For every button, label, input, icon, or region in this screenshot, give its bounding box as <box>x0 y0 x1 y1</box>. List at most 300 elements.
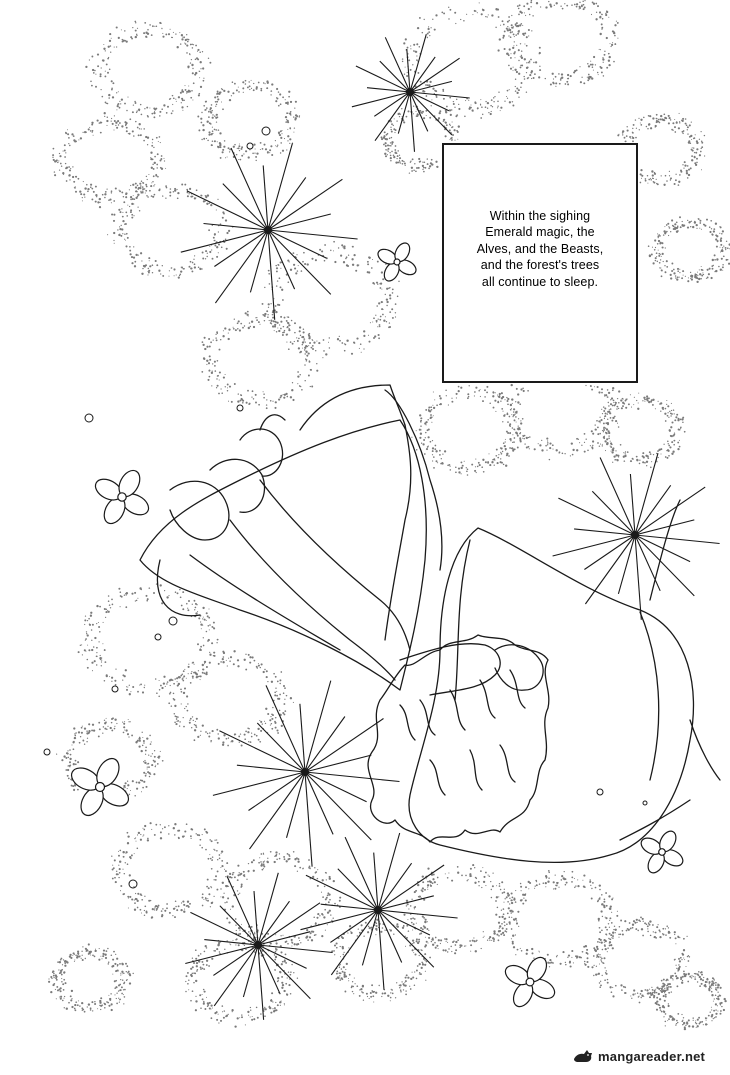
stipple-dot <box>315 871 317 873</box>
stipple-dot <box>630 394 631 395</box>
stipple-dot <box>591 430 593 432</box>
stipple-dot <box>316 363 317 364</box>
stipple-dot <box>222 1011 223 1012</box>
stipple-dot <box>317 885 319 887</box>
stipple-dot <box>626 135 628 137</box>
stipple-dot <box>592 448 594 450</box>
stipple-dot <box>224 1010 225 1011</box>
stipple-dot <box>493 407 495 409</box>
stipple-dot <box>222 149 224 151</box>
stipple-dot <box>324 244 326 246</box>
stipple-dot <box>574 4 576 6</box>
stipple-dot <box>455 23 456 24</box>
stipple-dot <box>242 87 244 89</box>
stipple-dot <box>528 35 529 36</box>
stipple-dot <box>534 448 536 450</box>
stipple-dot <box>503 913 505 915</box>
stipple-dot <box>442 89 444 91</box>
stipple-dot <box>198 94 200 96</box>
stipple-dot <box>202 664 204 666</box>
stipple-dot <box>502 421 503 422</box>
stipple-dot <box>206 364 207 365</box>
stipple-dot <box>335 978 337 980</box>
stipple-dot <box>435 161 437 163</box>
stipple-dot <box>670 274 672 276</box>
stipple-dot <box>260 721 262 723</box>
stipple-dot <box>295 114 297 116</box>
stipple-dot <box>140 192 142 194</box>
stipple-dot <box>160 685 162 687</box>
stipple-dot <box>498 922 500 924</box>
stipple-dot <box>204 109 206 111</box>
stipple-dot <box>210 123 212 125</box>
stipple-dot <box>234 1025 236 1027</box>
stipple-dot <box>491 461 493 463</box>
stipple-dot <box>209 109 211 111</box>
stipple-dot <box>260 1013 262 1015</box>
stipple-dot <box>658 401 659 402</box>
stipple-dot <box>502 37 504 39</box>
stipple-dot <box>455 944 457 946</box>
stipple-dot <box>589 881 591 883</box>
stipple-dot <box>212 730 214 732</box>
stipple-dot <box>249 403 251 405</box>
stipple-dot <box>347 932 348 933</box>
stipple-dot <box>159 115 161 117</box>
stipple-dot <box>650 178 651 179</box>
stipple-dot <box>317 878 318 879</box>
stipple-dot <box>153 185 154 186</box>
stipple-dot <box>611 898 613 900</box>
stipple-dot <box>204 951 206 953</box>
stipple-dot <box>218 942 220 944</box>
stipple-dot <box>668 417 669 418</box>
stipple-dot <box>484 936 485 937</box>
stipple-dot <box>481 948 482 949</box>
stipple-dot <box>274 861 276 863</box>
stipple-dot <box>267 713 269 715</box>
stipple-dot <box>413 113 414 114</box>
stipple-dot <box>174 275 175 276</box>
stipple-dot <box>628 403 630 405</box>
stipple-dot <box>487 16 488 17</box>
stipple-dot <box>704 135 705 136</box>
stipple-dot <box>649 451 651 453</box>
stipple-dot <box>297 376 299 378</box>
stipple-dot <box>208 338 210 340</box>
stipple-dot <box>353 993 354 994</box>
stipple-dot <box>216 121 217 122</box>
stipple-dot <box>274 1007 276 1009</box>
stipple-dot <box>127 832 129 834</box>
stipple-dot <box>581 5 583 7</box>
stipple-dot <box>260 861 262 863</box>
stipple-dot <box>312 348 314 350</box>
stipple-dot <box>528 8 530 10</box>
stipple-dot <box>217 944 219 946</box>
stipple-dot <box>111 213 113 215</box>
stipple-dot <box>617 22 619 24</box>
stipple-dot <box>368 926 370 928</box>
stipple-dot <box>203 989 205 991</box>
stipple-dot <box>419 437 421 439</box>
stipple-dot <box>413 923 415 925</box>
stipple-dot <box>519 11 521 13</box>
stipple-dot <box>622 132 624 134</box>
stipple-dot <box>213 237 215 239</box>
stipple-dot <box>69 761 71 763</box>
stipple-dot <box>154 156 156 158</box>
stipple-dot <box>210 740 212 742</box>
stipple-dot <box>286 695 288 697</box>
stipple-dot <box>685 118 687 120</box>
stipple-dot <box>603 429 605 431</box>
stipple-dot <box>641 178 642 179</box>
stipple-dot <box>622 405 624 407</box>
stipple-dot <box>137 893 139 895</box>
stipple-dot <box>225 870 227 872</box>
stipple-dot <box>149 190 151 192</box>
stipple-dot <box>600 67 602 69</box>
stipple-dot <box>272 1008 273 1009</box>
stipple-dot <box>547 962 549 964</box>
stipple-dot <box>279 679 281 681</box>
stipple-dot <box>297 340 299 342</box>
stipple-dot <box>130 857 132 859</box>
stipple-dot <box>603 422 605 424</box>
stipple-dot <box>342 946 344 948</box>
stipple-dot <box>287 943 289 945</box>
stipple-dot <box>209 355 211 357</box>
stipple-dot <box>224 327 226 329</box>
stipple-dot <box>95 74 96 75</box>
stipple-dot <box>225 876 226 877</box>
stipple-dot <box>125 193 127 195</box>
stipple-dot <box>248 654 250 656</box>
stipple-dot <box>470 104 471 105</box>
stipple-dot <box>350 931 351 932</box>
stipple-dot <box>499 393 501 395</box>
stipple-dot <box>204 337 206 339</box>
stipple-dot <box>180 274 182 276</box>
stipple-dot <box>85 615 86 616</box>
stipple-dot <box>272 707 273 708</box>
stipple-dot <box>670 415 671 416</box>
stipple-dot <box>174 834 176 836</box>
stipple-dot <box>520 86 522 88</box>
stipple-dot <box>656 118 657 119</box>
stipple-dot <box>363 335 365 337</box>
stipple-dot <box>452 138 453 139</box>
stipple-dot <box>172 915 173 916</box>
stipple-dot <box>445 949 447 951</box>
stipple-dot <box>419 895 421 897</box>
stipple-dot <box>254 660 256 662</box>
stipple-dot <box>226 1015 228 1017</box>
stipple-dot <box>642 918 644 920</box>
stipple-dot <box>388 151 389 152</box>
stipple-dot <box>491 940 492 941</box>
stipple-dot <box>223 330 224 331</box>
stipple-dot <box>119 872 121 874</box>
stipple-dot <box>640 993 642 995</box>
stipple-dot <box>82 654 83 655</box>
stipple-dot <box>414 953 416 955</box>
stipple-dot <box>255 937 256 938</box>
stipple-dot <box>521 890 522 891</box>
stipple-dot <box>403 989 404 990</box>
stipple-dot <box>188 39 190 41</box>
stipple-dot <box>145 190 147 192</box>
stipple-dot <box>208 608 209 609</box>
stipple-dot <box>520 420 521 421</box>
stipple-dot <box>428 410 430 412</box>
stipple-dot <box>263 868 264 869</box>
stipple-dot <box>195 724 197 726</box>
stipple-dot <box>53 148 55 150</box>
stipple-dot <box>287 120 289 122</box>
stipple-dot <box>404 982 405 983</box>
stipple-dot <box>151 195 153 197</box>
stipple-dot <box>126 594 127 595</box>
stipple-dot <box>161 915 163 917</box>
stipple-dot <box>124 873 125 874</box>
stipple-dot <box>152 908 154 910</box>
stipple-dot <box>252 1016 253 1017</box>
stipple-dot <box>679 216 681 218</box>
stipple-dot <box>216 729 218 731</box>
stipple-dot <box>344 991 346 993</box>
stipple-dot <box>522 388 524 390</box>
stipple-dot <box>351 932 352 933</box>
stipple-dot <box>679 272 680 273</box>
stipple-dot <box>308 375 310 377</box>
stipple-dot <box>412 64 413 65</box>
stipple-dot <box>205 831 207 833</box>
stipple-dot <box>237 879 239 881</box>
stipple-dot <box>657 451 658 452</box>
stipple-dot <box>435 14 437 16</box>
stipple-dot <box>582 880 583 881</box>
stipple-dot <box>638 393 639 394</box>
stipple-dot <box>340 255 342 257</box>
stipple-dot <box>448 872 449 873</box>
stipple-dot <box>293 972 294 973</box>
stipple-dot <box>133 135 135 137</box>
stipple-dot <box>136 600 138 602</box>
stipple-dot <box>77 178 79 180</box>
stipple-dot <box>68 137 70 139</box>
stipple-dot <box>115 125 116 126</box>
stipple-dot <box>416 115 418 117</box>
stipple-dot <box>218 663 220 665</box>
stipple-dot <box>253 83 254 84</box>
stipple-dot <box>219 349 221 351</box>
stipple-dot <box>346 963 348 965</box>
stipple-dot <box>192 262 194 264</box>
stipple-dot <box>428 429 430 431</box>
stipple-dot <box>716 235 718 237</box>
stipple-dot <box>611 420 613 422</box>
stipple-dot <box>149 735 151 737</box>
stipple-dot <box>499 38 501 40</box>
stipple-dot <box>405 980 407 982</box>
stipple-dot <box>156 137 158 139</box>
stipple-dot <box>84 196 85 197</box>
stipple-dot <box>658 250 659 251</box>
stipple-dot <box>203 617 204 618</box>
stipple-dot <box>605 413 607 415</box>
stipple-dot <box>487 102 489 104</box>
stipple-dot <box>227 156 228 157</box>
stipple-dot <box>606 905 608 907</box>
stipple-dot <box>131 734 133 736</box>
stipple-dot <box>303 252 305 254</box>
stipple-dot <box>128 907 129 908</box>
stipple-dot <box>449 124 450 125</box>
stipple-dot <box>275 956 277 958</box>
stipple-dot <box>326 879 327 880</box>
stipple-dot <box>203 964 205 966</box>
stipple-dot <box>191 64 193 66</box>
stipple-dot <box>494 96 495 97</box>
stipple-dot <box>210 858 212 860</box>
stipple-dot <box>205 849 207 851</box>
stipple-dot <box>712 234 714 236</box>
stipple-dot <box>79 742 81 744</box>
stipple-dot <box>130 209 132 211</box>
stipple-dot <box>298 265 299 266</box>
stipple-dot <box>611 451 612 452</box>
stipple-dot <box>121 228 123 230</box>
stipple-dot <box>210 1004 212 1006</box>
stipple-dot <box>204 663 205 664</box>
stipple-dot <box>671 403 672 404</box>
stipple-dot <box>226 862 228 864</box>
stipple-dot <box>296 337 297 338</box>
stipple-dot <box>137 185 139 187</box>
stipple-dot <box>280 142 282 144</box>
stipple-dot <box>137 28 138 29</box>
stipple-dot <box>144 108 145 109</box>
stipple-dot <box>441 462 443 464</box>
stipple-dot <box>570 75 572 77</box>
stipple-dot <box>232 81 234 83</box>
stipple-dot <box>54 171 55 172</box>
stipple-dot <box>174 722 176 724</box>
stipple-dot <box>609 411 611 413</box>
stipple-dot <box>437 884 438 885</box>
stipple-dot <box>197 49 199 51</box>
stipple-dot <box>112 868 114 870</box>
stipple-dot <box>334 944 336 946</box>
stipple-dot <box>71 744 72 745</box>
stipple-dot <box>481 106 483 108</box>
stipple-dot <box>226 248 228 250</box>
stipple-dot <box>401 108 402 109</box>
stipple-dot <box>211 958 213 960</box>
stipple-dot <box>659 122 661 124</box>
stipple-dot <box>426 448 428 450</box>
stipple-dot <box>205 258 206 259</box>
stipple-dot <box>474 882 476 884</box>
stipple-dot <box>538 443 539 444</box>
stipple-dot <box>426 941 428 943</box>
stipple-dot <box>640 119 642 121</box>
stipple-dot <box>433 467 435 469</box>
stipple-dot <box>553 881 555 883</box>
stipple-dot <box>671 991 672 992</box>
stipple-dot <box>132 184 134 186</box>
stipple-dot <box>250 933 251 934</box>
stipple-dot <box>475 950 477 952</box>
stipple-dot <box>593 56 595 58</box>
stipple-dot <box>154 909 155 910</box>
stipple-dot <box>107 610 108 611</box>
stipple-dot <box>378 302 380 304</box>
stipple-dot <box>168 33 170 35</box>
stipple-dot <box>595 887 597 889</box>
stipple-dot <box>211 642 213 644</box>
stipple-dot <box>247 390 249 392</box>
stipple-dot <box>111 681 112 682</box>
stipple-dot <box>269 152 270 153</box>
stipple-dot <box>529 436 531 438</box>
stipple-dot <box>439 112 441 114</box>
stipple-dot <box>667 405 669 407</box>
stipple-dot <box>143 761 144 762</box>
stipple-dot <box>438 939 440 941</box>
stipple-dot <box>144 825 146 827</box>
stipple-dot <box>509 903 510 904</box>
stipple-dot <box>191 270 193 272</box>
stipple-dot <box>372 322 373 323</box>
stipple-dot <box>220 388 221 389</box>
stipple-dot <box>206 620 207 621</box>
stipple-dot <box>200 646 202 648</box>
stipple-dot <box>647 128 648 129</box>
stipple-dot <box>535 886 536 887</box>
stipple-dot <box>93 72 95 74</box>
stipple-dot <box>625 453 626 454</box>
stipple-dot <box>241 155 243 157</box>
stipple-dot <box>155 824 157 826</box>
stipple-dot <box>669 175 670 176</box>
stipple-dot <box>120 235 122 237</box>
stipple-dot <box>152 164 153 165</box>
stipple-dot <box>135 254 137 256</box>
stipple-dot <box>479 2 480 3</box>
stipple-dot <box>396 923 398 925</box>
stipple-dot <box>130 185 131 186</box>
stipple-dot <box>300 386 301 387</box>
stipple-dot <box>643 117 645 119</box>
stipple-dot <box>192 966 194 968</box>
stipple-dot <box>518 73 520 75</box>
stipple-dot <box>72 166 73 167</box>
stipple-dot <box>95 86 97 88</box>
stipple-dot <box>175 901 177 903</box>
stipple-dot <box>162 33 163 34</box>
stipple-dot <box>225 374 226 375</box>
stipple-dot <box>237 659 239 661</box>
stipple-dot <box>579 66 580 67</box>
stipple-dot <box>339 967 340 968</box>
stipple-dot <box>231 877 233 879</box>
stipple-dot <box>441 12 443 14</box>
stipple-dot <box>252 390 254 392</box>
stipple-dot <box>142 190 143 191</box>
